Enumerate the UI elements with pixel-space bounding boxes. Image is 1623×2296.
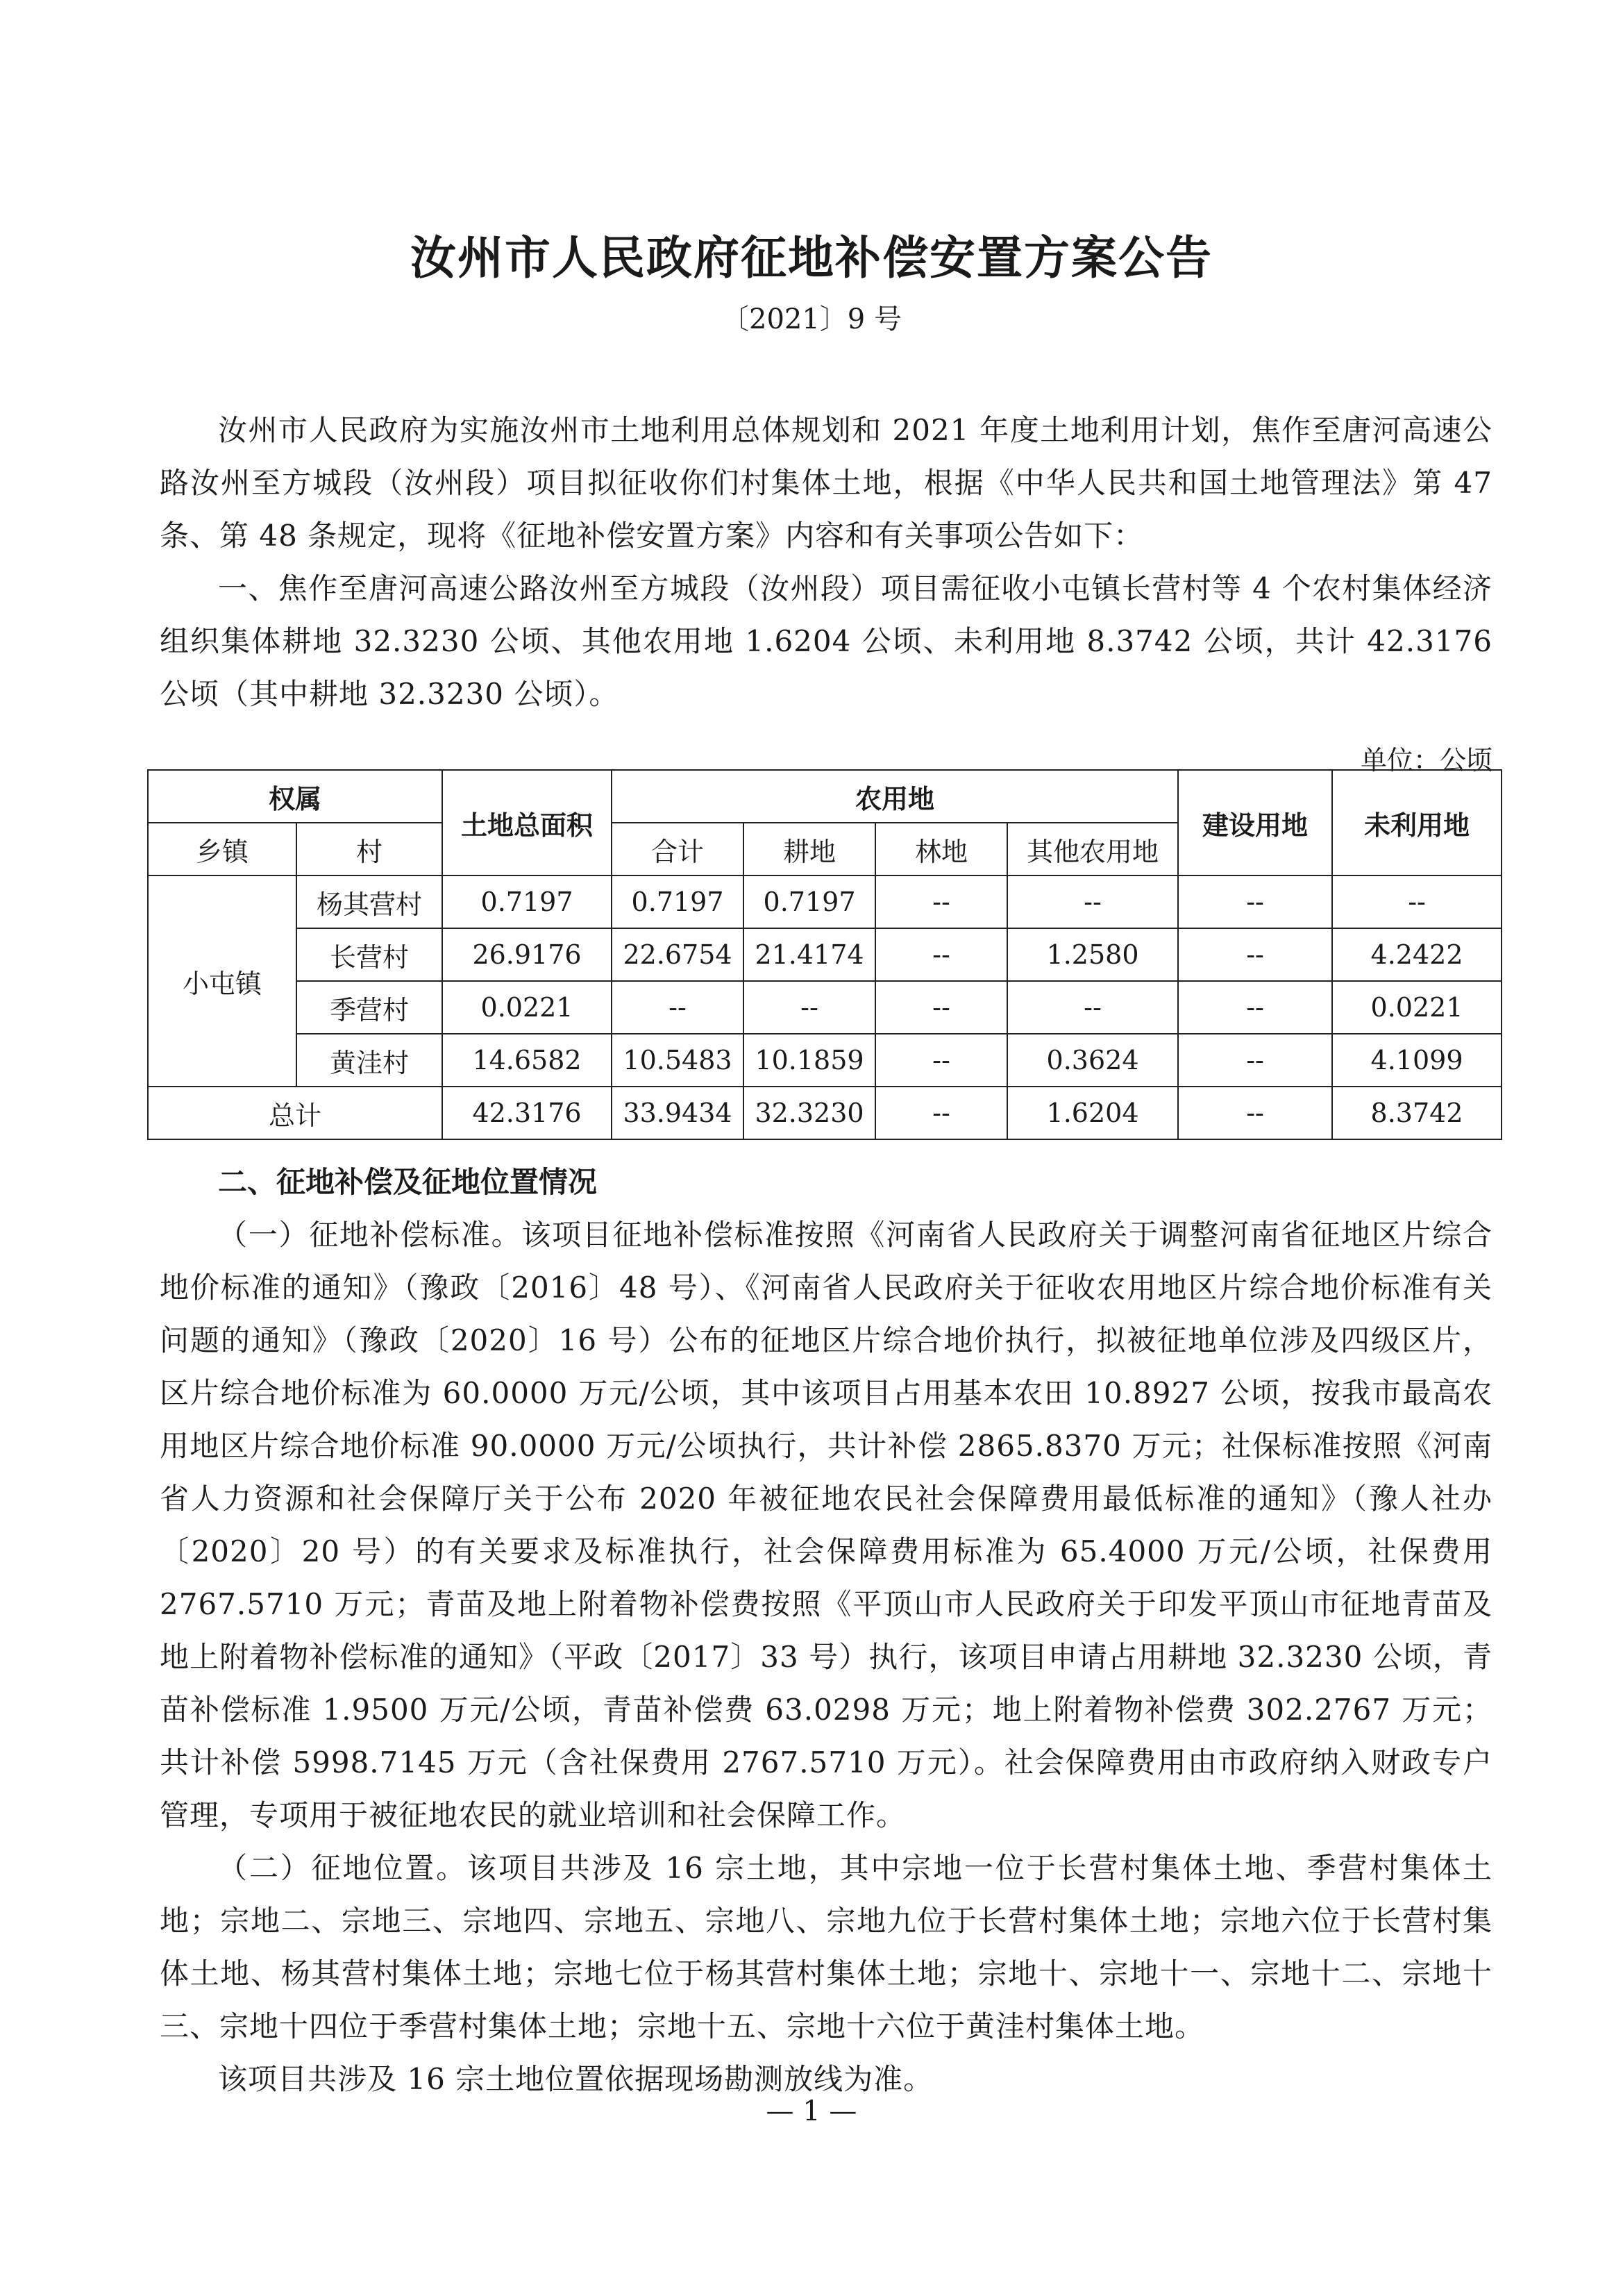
other-agri-cell: -- xyxy=(1007,981,1178,1034)
header-ownership: 权属 xyxy=(148,770,442,823)
cultivated-cell: 32.3230 xyxy=(743,1087,875,1139)
cultivated-cell: 0.7197 xyxy=(743,875,875,928)
section2-paragraph-1: （一）征地补偿标准。该项目征地补偿标准按照《河南省人民政府关于调整河南省征地区片综合地价标准的通知》（豫政〔2016〕48 号）、《河南省人民政府关于征收农用地区片综合地价标准有关问题的通知》（豫政〔2020〕16 号）公布的征地区片综合地价执行，拟被征地单位涉及四级区片，区片综合地价标准为 60.0000 万元/公顷，其中该项目占用基本农田 10.8927 公顷，按我市最高农用地区片综合地价标准 90.0000 万元/公顷执行，共计补偿 2865.8370 万元；社保标准按照《河南省人力资源和社会保障厅关于公布 2020 年被征地农民社会保障费用最低标准的通知》（豫人社办〔2020〕20 号）的有关要求及标准执行，社会保障费用标准为 65.4000 万元/公顷，社保费用 2767.5710 万元；青苗及地上附着物补偿费按照《平顶山市人民政府关于印发平顶山市征地青苗及地上附着物补偿标准的通知》（平政〔2017〕33 号）执行，该项目申请占用耕地 32.3230 公顷，青苗补偿标准 1.9500 万元/公顷，青苗补偿费 63.0298 万元；地上附着物补偿费 302.2767 万元；共计补偿 5998.7145 万元（含社保费用 2767.5710 万元）。社会保障费用由市政府纳入财政专户管理，专项用于被征地农民的就业培训和社会保障工作。 xyxy=(160,1218,1492,1832)
subtotal-cell: 33.9434 xyxy=(612,1087,743,1139)
unit-label: 单位：公顷 xyxy=(1360,745,1492,776)
header-unused: 未利用地 xyxy=(1332,770,1502,875)
village-cell: 长营村 xyxy=(296,928,442,981)
header-cultivated: 耕地 xyxy=(743,823,875,875)
forest-cell: -- xyxy=(875,1034,1007,1087)
table-row xyxy=(148,1034,1502,1087)
forest-cell: -- xyxy=(875,1087,1007,1139)
section1-paragraph: 一、焦作至唐河高速公路汝州至方城段（汝州段）项目需征收小屯镇长营村等 4 个农村集体经济组织集体耕地 32.3230 公顷、其他农用地 1.6204 公顷、未利用地 8.3742 公顷，共计 42.3176 公顷（其中耕地 32.3230 公顷）。 xyxy=(160,571,1492,711)
total-cell: 42.3176 xyxy=(442,1087,612,1139)
table-row xyxy=(148,981,1502,1034)
village-cell: 季营村 xyxy=(296,981,442,1034)
header-village: 村 xyxy=(296,823,442,875)
unused-cell: 4.2422 xyxy=(1332,928,1502,981)
construction-cell: -- xyxy=(1178,875,1332,928)
village-cell: 杨其营村 xyxy=(296,875,442,928)
other-agri-cell: 1.2580 xyxy=(1007,928,1178,981)
header-agricultural: 农用地 xyxy=(612,770,1178,823)
land-table xyxy=(147,769,1502,1140)
subtotal-cell: -- xyxy=(612,981,743,1034)
total-cell: 14.6582 xyxy=(442,1034,612,1087)
header-forest: 林地 xyxy=(875,823,1007,875)
cultivated-cell: -- xyxy=(743,981,875,1034)
total-cell: 0.0221 xyxy=(442,981,612,1034)
document-number: 〔2021〕9 号 xyxy=(721,303,902,335)
unused-cell: 8.3742 xyxy=(1332,1087,1502,1139)
header-other-agri: 其他农用地 xyxy=(1007,823,1178,875)
header-subtotal: 合计 xyxy=(612,823,743,875)
header-total-area: 土地总面积 xyxy=(442,770,612,875)
section2-paragraph-2: （二）征地位置。该项目共涉及 16 宗土地，其中宗地一位于长营村集体土地、季营村集体土地；宗地二、宗地三、宗地四、宗地五、宗地八、宗地九位于长营村集体土地；宗地六位于长营村集体土地、杨其营村集体土地；宗地七位于杨其营村集体土地；宗地十、宗地十一、宗地十二、宗地十三、宗地十四位于季营村集体土地；宗地十五、宗地十六位于黄洼村集体土地。 xyxy=(160,1851,1492,2043)
table-total-row xyxy=(148,1087,1502,1139)
header-township: 乡镇 xyxy=(148,823,296,875)
subtotal-cell: 10.5483 xyxy=(612,1034,743,1087)
construction-cell: -- xyxy=(1178,1034,1332,1087)
intro-block xyxy=(160,404,1492,721)
table-row xyxy=(148,875,1502,928)
other-agri-cell: 1.6204 xyxy=(1007,1087,1178,1139)
construction-cell: -- xyxy=(1178,928,1332,981)
forest-cell: -- xyxy=(875,875,1007,928)
unused-cell: 4.1099 xyxy=(1332,1034,1502,1087)
forest-cell: -- xyxy=(875,981,1007,1034)
construction-cell: -- xyxy=(1178,981,1332,1034)
village-cell: 黄洼村 xyxy=(296,1034,442,1087)
total-label-cell: 总计 xyxy=(148,1087,442,1139)
subtotal-cell: 22.6754 xyxy=(612,928,743,981)
page-number: — 1 — xyxy=(766,2095,857,2127)
other-agri-cell: -- xyxy=(1007,875,1178,928)
intro-paragraph: 汝州市人民政府为实施汝州市土地利用总体规划和 2021 年度土地利用计划，焦作至唐河高速公路汝州至方城段（汝州段）项目拟征收你们村集体土地，根据《中华人民共和国土地管理法》第 47 条、第 48 条规定，现将《征地补偿安置方案》内容和有关事项公告如下： xyxy=(160,413,1492,553)
township-cell: 小屯镇 xyxy=(148,875,296,1087)
cultivated-cell: 21.4174 xyxy=(743,928,875,981)
cultivated-cell: 10.1859 xyxy=(743,1034,875,1087)
unused-cell: 0.0221 xyxy=(1332,981,1502,1034)
unused-cell: -- xyxy=(1332,875,1502,928)
section2-heading: 二、征地补偿及征地位置情况 xyxy=(218,1165,598,1199)
construction-cell: -- xyxy=(1178,1087,1332,1139)
section2-block xyxy=(160,1156,1492,2106)
other-agri-cell: 0.3624 xyxy=(1007,1034,1178,1087)
total-cell: 26.9176 xyxy=(442,928,612,981)
document-title: 汝州市人民政府征地补偿安置方案公告 xyxy=(410,231,1213,285)
header-construction: 建设用地 xyxy=(1178,770,1332,875)
table-row xyxy=(148,928,1502,981)
total-cell: 0.7197 xyxy=(442,875,612,928)
forest-cell: -- xyxy=(875,928,1007,981)
subtotal-cell: 0.7197 xyxy=(612,875,743,928)
section2-paragraph-3: 该项目共涉及 16 宗土地位置依据现场勘测放线为准。 xyxy=(218,2062,934,2096)
